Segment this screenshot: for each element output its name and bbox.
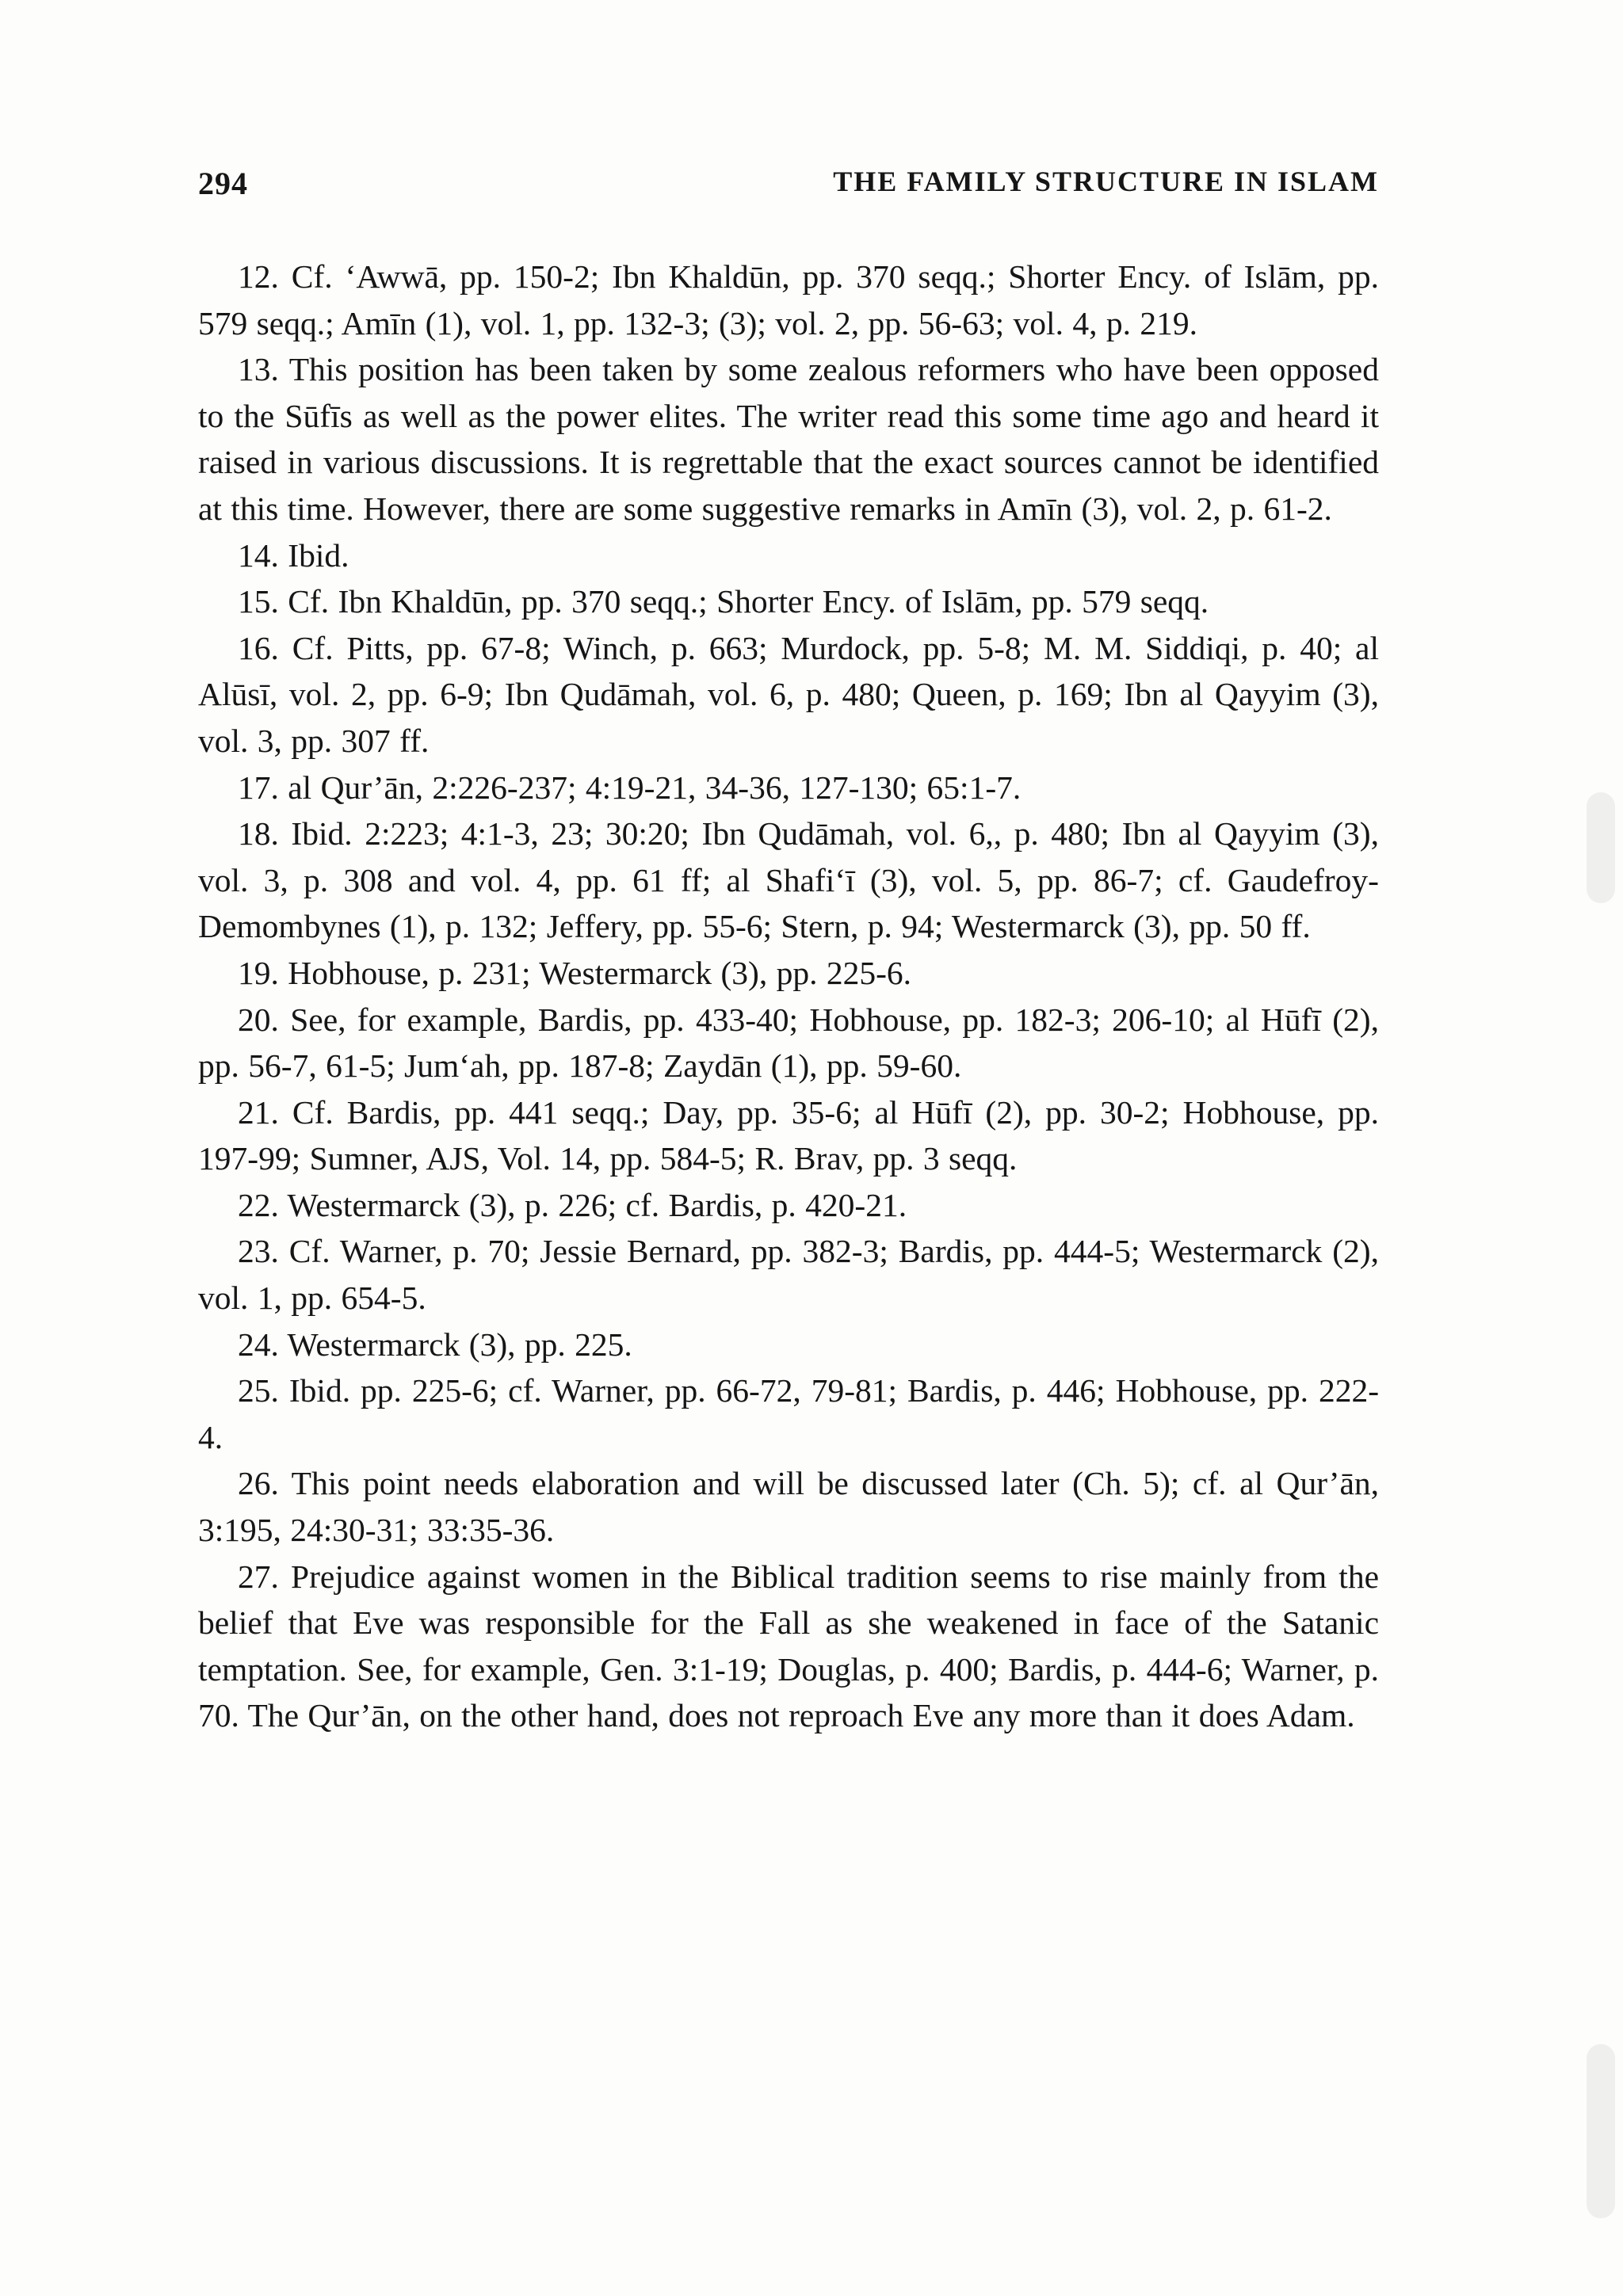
endnote-number: 12. [238,258,279,295]
endnote-text: See, for example, Bardis, pp. 433-40; Hobhouse, pp. 182-3; 206-10; al Hūfī (2), pp. 56-7, 61-5; Jum‘ah, pp. 187-8; Zaydān (1), pp. 59-60. [198,1001,1379,1085]
endnote [198,1554,1379,1739]
page-number: 294 [198,166,248,201]
endnotes-list [198,254,1379,1739]
endnote [198,997,1379,1089]
scan-smudge [1587,2044,1615,2218]
endnote-number: 15. [238,583,279,620]
endnote [198,765,1379,811]
endnote-text: This point needs elaboration and will be discussed later (Ch. 5); cf. al Qur’ān, 3:195, 24:30-31; 33:35-36. [198,1465,1379,1549]
endnote [198,532,1379,579]
endnote-text: Cf. Ibn Khaldūn, pp. 370 seqq.; Shorter Ency. of Islām, pp. 579 seqq. [288,583,1209,620]
endnote-text: Hobhouse, p. 231; Westermarck (3), pp. 225-6. [288,954,912,991]
endnote-number: 27. [238,1558,279,1595]
endnote [198,578,1379,625]
endnote [198,810,1379,950]
endnote-text: Prejudice against women in the Biblical tradition seems to rise mainly from the belief that Eve was responsible for the Fall as she weakened in face of the Satanic temptation. See, for example, Gen. 3:1-19; Douglas, p. 400; Bardis, p. 444-6; Warner, p. 70. The Qur’ān, on the other hand, does not reproach Eve any more than it does Adam. [198,1558,1380,1734]
endnote-number: 26. [238,1465,279,1502]
endnote-number: 17. [238,769,279,806]
endnote-text: Cf. ‘Awwā, pp. 150-2; Ibn Khaldūn, pp. 370 seqq.; Shorter Ency. of Islām, pp. 579 seqq.; Amīn (1), vol. 1, pp. 132-3; (3); vol. 2, pp. 56-63; vol. 4, p. 219. [198,258,1379,341]
endnote-number: 21. [238,1093,279,1131]
scan-smudge [1587,792,1615,903]
endnote-number: 25. [238,1372,279,1409]
endnote-number: 22. [238,1186,279,1223]
running-head [198,165,1379,212]
endnote [198,950,1379,997]
endnote-number: 24. [238,1325,279,1363]
endnote-text: Ibid. pp. 225-6; cf. Warner, pp. 66-72, 79-81; Bardis, p. 446; Hobhouse, pp. 222-4. [198,1372,1380,1455]
endnote-text: Westermarck (3), pp. 225. [287,1325,632,1363]
endnote-text: This position has been taken by some zealous reformers who have been opposed to the Sūfīs as well as the power elites. The writer read this some time ago and heard it raised in various discussions. It is regrettable that the exact sources cannot be identified at this time. However, there are some suggestive remarks in Amīn (3), vol. 2, p. 61-2. [198,351,1379,527]
endnote-number: 13. [238,351,279,388]
endnote [198,625,1379,765]
endnote-text: Cf. Bardis, pp. 441 seqq.; Day, pp. 35-6; al Hūfī (2), pp. 30-2; Hobhouse, pp. 197-99; Sumner, AJS, Vol. 14, pp. 584-5; R. Brav, pp. 3 seqq. [198,1093,1380,1177]
endnote-text: Cf. Warner, p. 70; Jessie Bernard, pp. 382-3; Bardis, pp. 444-5; Westermarck (2), vol. 1, pp. 654-5. [198,1233,1379,1317]
endnote-number: 16. [238,629,279,666]
endnote [198,1182,1379,1229]
endnote-number: 18. [238,815,279,852]
endnote-number: 19. [238,954,279,991]
endnote-number: 20. [238,1001,279,1038]
endnote-text: Ibid. 2:223; 4:1-3, 23; 30:20; Ibn Qudāmah, vol. 6,, p. 480; Ibn al Qayyim (3), vol. 3, p. 308 and vol. 4, pp. 61 ff; al Shafi‘ī (3), vol. 5, pp. 86-7; cf. Gaudefroy-Demombynes (1), p. 132; Jeffery, pp. 55-6; Stern, p. 94; Westermarck (3), pp. 50 ff. [198,815,1379,945]
endnote-text: Cf. Pitts, pp. 67-8; Winch, p. 663; Murdock, pp. 5-8; M. M. Siddiqi, p. 40; al Alūsī, vol. 2, pp. 6-9; Ibn Qudāmah, vol. 6, p. 480; Queen, p. 169; Ibn al Qayyim (3), vol. 3, pp. 307 ff. [198,629,1379,759]
endnote [198,1460,1379,1553]
endnote-text: Westermarck (3), p. 226; cf. Bardis, p. 420-21. [287,1186,907,1223]
endnote-number: 23. [238,1233,279,1270]
endnote [198,1089,1379,1182]
endnote [198,1322,1379,1368]
endnote [198,1228,1379,1321]
endnote [198,1367,1379,1460]
endnote-number: 14. [238,536,279,574]
endnote-text: Ibid. [288,536,349,574]
endnote [198,346,1379,532]
endnote [198,254,1379,346]
running-title: THE FAMILY STRUCTURE IN ISLAM [833,166,1379,197]
endnote-text: al Qur’ān, 2:226-237; 4:19-21, 34-36, 127-130; 65:1-7. [288,769,1022,806]
